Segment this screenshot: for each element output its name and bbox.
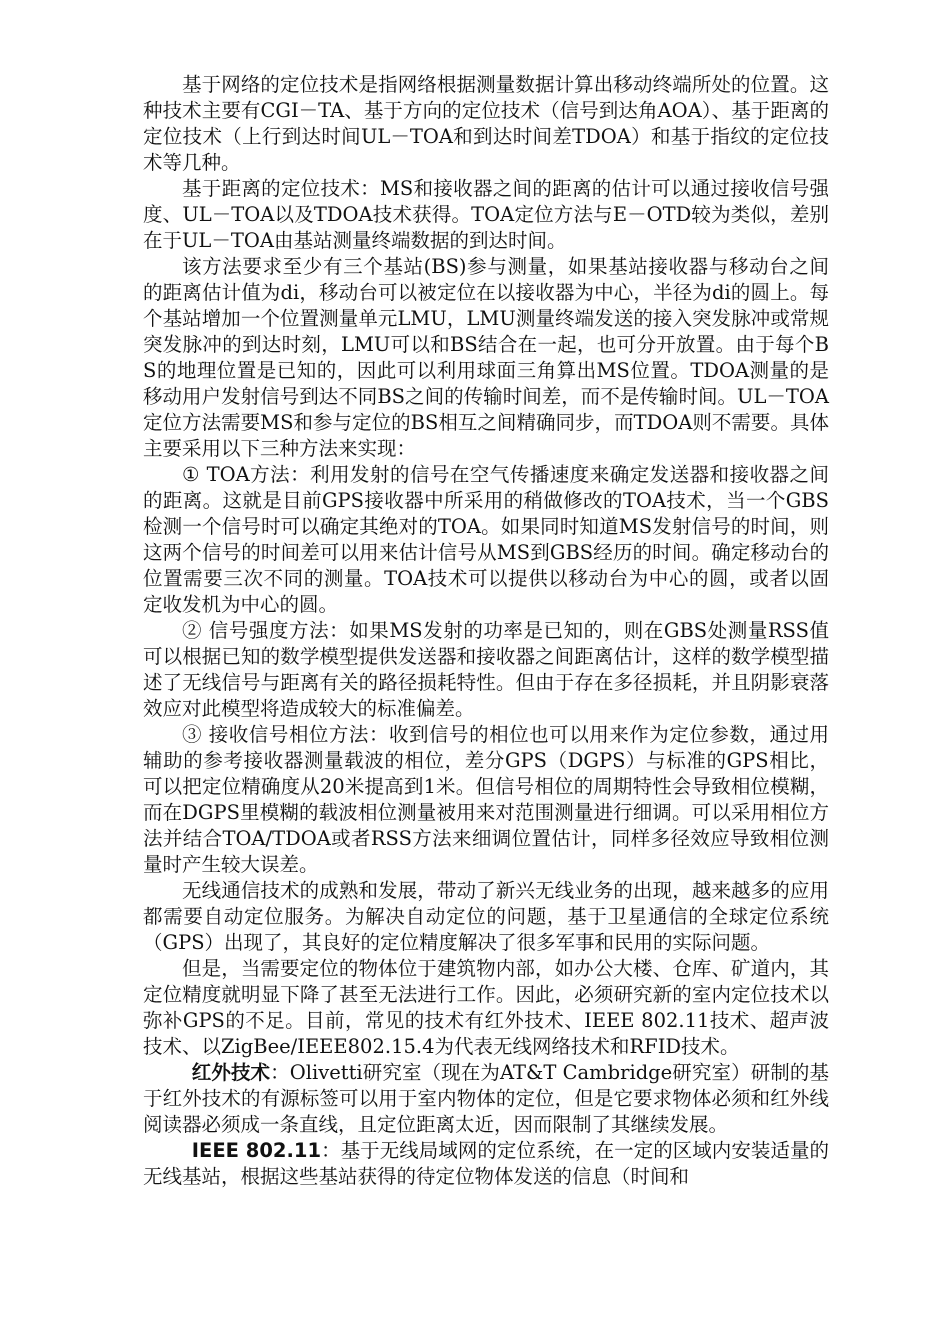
paragraph-infrared xyxy=(143,1060,829,1138)
ieee80211-heading: IEEE 802.11 xyxy=(191,1139,322,1162)
paragraph-ieee80211 xyxy=(143,1138,829,1190)
paragraph-distance-positioning: 基于距离的定位技术：MS和接收器之间的距离的估计可以通过接收信号强度、UL－TOA以及TDOA技术获得。TOA定位方法与E－OTD较为类似，差别在于UL－TOA由基站测量终端数据的到达时间。 xyxy=(143,177,829,252)
paragraph-base-station-method: 该方法要求至少有三个基站(BS)参与测量，如果基站接收器与移动台之间的距离估计值为di，移动台可以被定位在以接收器为中心，半径为di的圆上。每个基站增加一个位置测量单元LMU，LMU测量终端发送的接入突发脉冲或常规突发脉冲的到达时刻，LMU可以和BS结合在一起，也可分开放置。由于每个BS的地理位置是已知的，因此可以利用球面三角算出MS位置。TDOA测量的是移动用户发射信号到达不同BS之间的传输时间差，而不是传输时间。UL－TOA定位方法需要MS和参与定位的BS相互之间精确同步，而TDOA则不需要。具体主要采用以下三种方法来实现： xyxy=(143,255,829,460)
paragraph-network-positioning: 基于网络的定位技术是指网络根据测量数据计算出移动终端所处的位置。这种技术主要有CGI－TA、基于方向的定位技术（信号到达角AOA）、基于距离的定位技术（上行到达时间UL－TOA和到达时间差TDOA）和基于指纹的定位技术等几种。 xyxy=(143,73,829,174)
ieee80211-body: ：基于无线局域网的定位系统，在一定的区域内安装适量的无线基站，根据这些基站获得的待定位物体发送的信息（时间和 xyxy=(143,1139,829,1188)
infrared-heading: 红外技术 xyxy=(191,1061,271,1084)
paragraph-toa-method: ① TOA方法：利用发射的信号在空气传播速度来确定发送器和接收器之间的距离。这就是目前GPS接收器中所采用的稍做修改的TOA技术，当一个GBS检测一个信号时可以确定其绝对的TOA。如果同时知道MS发射信号的时间，则这两个信号的时间差可以用来估计信号从MS到GBS经历的时间。确定移动台的位置需要三次不同的测量。TOA技术可以提供以移动台为中心的圆，或者以固定收发机为中心的圆。 xyxy=(143,463,829,616)
infrared-body: ：Olivetti研究室（现在为AT&T Cambridge研究室）研制的基于红外技术的有源标签可以用于室内物体的定位，但是它要求物体必须和红外线阅读器必须成一条直线，且定位距离太近，因而限制了其继续发展。 xyxy=(143,1061,829,1136)
paragraph-signal-strength-method: ② 信号强度方法：如果MS发射的功率是已知的，则在GBS处测量RSS值可以根据已知的数学模型提供发送器和接收器之间距离估计，这样的数学模型描述了无线信号与距离有关的路径损耗特性。但由于存在多径损耗，并且阴影衰落效应对此模型将造成较大的标准偏差。 xyxy=(143,619,829,720)
paragraph-indoor-positioning: 但是，当需要定位的物体位于建筑物内部，如办公大楼、仓库、矿道内，其定位精度就明显下降了甚至无法进行工作。因此，必须研究新的室内定位技术以弥补GPS的不足。目前，常见的技术有红外技术、IEEE 802.11技术、超声波技术、以ZigBee/IEEE802.15.4为代表无线网络技术和RFID技术。 xyxy=(143,957,829,1058)
document-page xyxy=(143,72,829,1190)
paragraph-phase-method: ③ 接收信号相位方法：收到信号的相位也可以用来作为定位参数，通过用辅助的参考接收器测量载波的相位，差分GPS（DGPS）与标准的GPS相比，可以把定位精确度从20米提高到1米。但信号相位的周期特性会导致相位模糊，而在DGPS里模糊的载波相位测量被用来对范围测量进行细调。可以采用相位方法并结合TOA/TDOA或者RSS方法来细调位置估计，同样多径效应导致相位测量时产生较大误差。 xyxy=(143,723,829,876)
paragraph-wireless-development: 无线通信技术的成熟和发展，带动了新兴无线业务的出现，越来越多的应用都需要自动定位服务。为解决自动定位的问题，基于卫星通信的全球定位系统（GPS）出现了，其良好的定位精度解决了很多军事和民用的实际问题。 xyxy=(143,879,829,954)
